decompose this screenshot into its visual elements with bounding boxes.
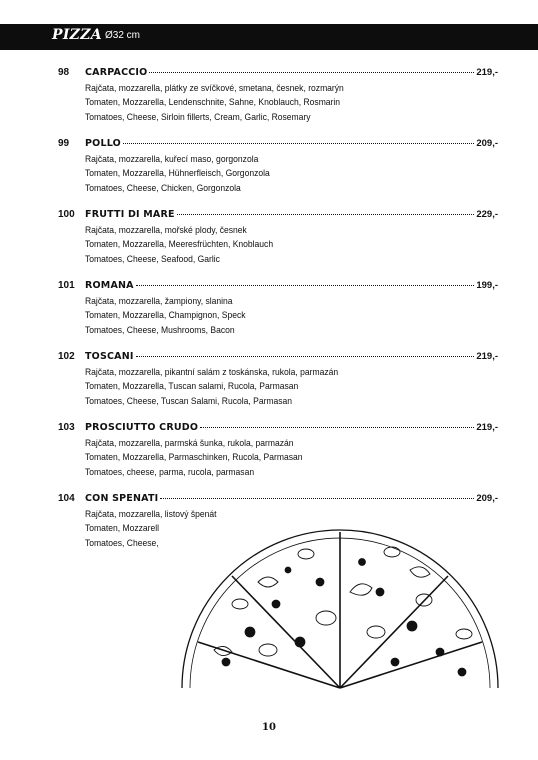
- item-number: 104: [58, 493, 75, 504]
- item-name: CARPACCIO: [85, 67, 148, 78]
- ingredients-en: Tomatoes, Cheese, Seafood, Garlic: [85, 253, 220, 264]
- ingredients-de: Tomaten, Mozzarell: [85, 523, 160, 534]
- ingredients-de: Tomaten, Mozzarella, Meeresfrüchten, Knoblauch: [85, 239, 274, 250]
- item-number: 99: [58, 138, 70, 149]
- ingredients-cz: Rajčata, mozzarella, parmská šunka, rukola, parmazán: [85, 438, 294, 448]
- ingredients-cz: Rajčata, mozzarella, kuřecí maso, gorgonzola: [85, 154, 259, 164]
- dot-leader: [136, 356, 475, 357]
- ingredients-cz: Rajčata, mozzarella, pikantní salám z toskánska, rukola, parmazán: [85, 367, 339, 377]
- menu-item: [58, 209, 498, 280]
- ingredients-cz: Rajčata, mozzarella, žampiony, slanina: [85, 296, 233, 306]
- item-name: PROSCIUTTO CRUDO: [85, 422, 199, 433]
- section-header: [0, 24, 538, 50]
- pizza-size: Ø32 cm: [105, 30, 141, 41]
- dot-leader: [160, 498, 474, 499]
- item-name: FRUTTI DI MARE: [85, 209, 175, 220]
- section-title: PIZZA: [52, 27, 102, 43]
- ingredients-en: Tomatoes, Cheese,: [85, 537, 159, 548]
- ingredients-de: Tomaten, Mozzarella, Champignon, Speck: [85, 310, 246, 321]
- ingredients-de: Tomaten, Mozzarella, Tuscan salami, Rucola, Parmasan: [85, 381, 299, 392]
- item-price: 229,-: [476, 209, 498, 220]
- item-number: 101: [58, 280, 75, 291]
- ingredients-cz: Rajčata, mozzarella, plátky ze svíčkové, smetana, česnek, rozmarýn: [85, 83, 344, 93]
- item-number: 98: [58, 67, 70, 78]
- item-price: 219,-: [476, 351, 498, 362]
- ingredients-en: Tomatoes, Cheese, Tuscan Salami, Rucola, Parmasan: [85, 395, 293, 406]
- ingredients-cz: Rajčata, mozzarella, mořské plody, česnek: [85, 225, 247, 235]
- dot-leader: [123, 143, 474, 144]
- dot-leader: [136, 285, 475, 286]
- item-price: 219,-: [476, 422, 498, 433]
- ingredients-de: Tomaten, Mozzarella, Hühnerfleisch, Gorgonzola: [85, 168, 270, 179]
- item-number: 103: [58, 422, 75, 433]
- dot-leader: [200, 427, 474, 428]
- item-price: 209,-: [476, 138, 498, 149]
- pizza-illustration: [180, 522, 500, 692]
- menu-item: [58, 138, 498, 209]
- item-name: POLLO: [85, 138, 121, 149]
- menu-item: [58, 422, 498, 493]
- item-name: ROMANA: [85, 280, 134, 291]
- page-number: 10: [262, 722, 276, 733]
- item-price: 199,-: [476, 280, 498, 291]
- menu-item: [58, 67, 498, 138]
- menu-item: [58, 280, 498, 351]
- menu-list: [58, 67, 498, 564]
- ingredients-en: Tomatoes, Cheese, Mushrooms, Bacon: [85, 324, 235, 335]
- ingredients-en: Tomatoes, Cheese, Chicken, Gorgonzola: [85, 182, 241, 193]
- pizza-mushrooms: [214, 547, 472, 656]
- item-price: 219,-: [476, 67, 498, 78]
- dot-leader: [149, 72, 474, 73]
- menu-item: [58, 351, 498, 422]
- ingredients-cz: Rajčata, mozzarella, listový špenát: [85, 509, 217, 519]
- dot-leader: [177, 214, 475, 215]
- item-number: 100: [58, 209, 75, 220]
- slice-cuts: [198, 532, 482, 688]
- ingredients-de: Tomaten, Mozzarella, Parmaschinken, Rucola, Parmasan: [85, 452, 303, 463]
- item-number: 102: [58, 351, 75, 362]
- item-name: CON SPENATI: [85, 493, 159, 504]
- item-price: 209,-: [476, 493, 498, 504]
- ingredients-de: Tomaten, Mozzarella, Lendenschnite, Sahne, Knoblauch, Rosmarin: [85, 97, 341, 108]
- ingredients-en: Tomatoes, cheese, parma, rucola, parmasan: [85, 466, 255, 477]
- ingredients-en: Tomatoes, Cheese, Sirloin fillerts, Cream, Garlic, Rosemary: [85, 111, 311, 122]
- item-name: TOSCANI: [85, 351, 134, 362]
